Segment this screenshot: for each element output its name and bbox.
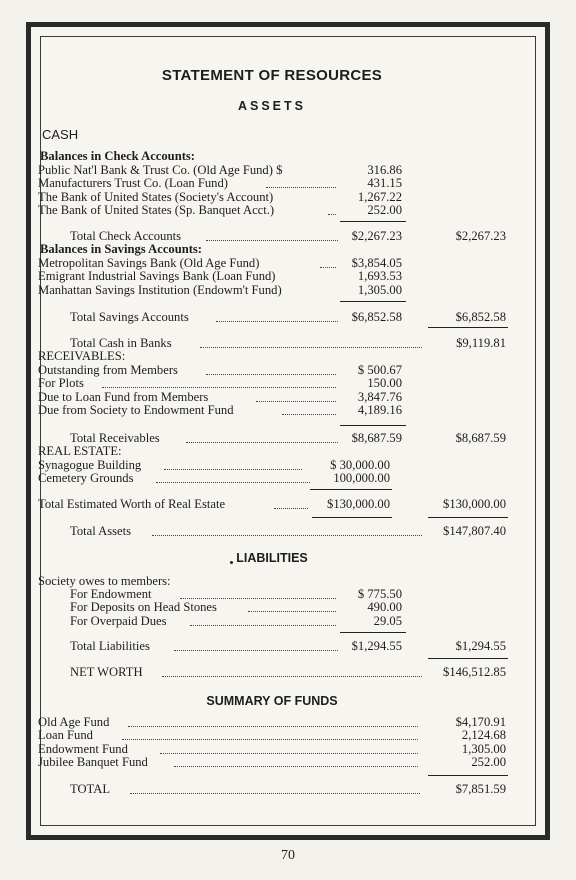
summary-item-label: Jubilee Banquet Fund bbox=[38, 755, 148, 769]
liability-item-amount: 29.05 bbox=[373, 614, 402, 628]
total-real-estate-amount: $130,000.00 bbox=[327, 497, 390, 511]
subtotal-rule bbox=[340, 425, 406, 426]
dotted-leader bbox=[128, 726, 418, 727]
total-receivables-carry: $8,687.59 bbox=[455, 431, 506, 445]
liability-item-label: For Endowment bbox=[70, 587, 152, 601]
dotted-leader bbox=[102, 387, 336, 388]
receivable-item-amount: 3,847.76 bbox=[357, 390, 402, 404]
real-estate-heading: REAL ESTATE: bbox=[38, 444, 122, 458]
society-owes-heading: Society owes to members: bbox=[38, 574, 171, 588]
total-savings-amount: $6,852.58 bbox=[351, 310, 402, 324]
total-liabilities-label: Total Liabilities bbox=[70, 639, 150, 653]
dotted-leader bbox=[190, 625, 336, 626]
subtotal-rule bbox=[428, 327, 508, 328]
summary-item-label: Loan Fund bbox=[38, 728, 93, 742]
summary-item-amount: 252.00 bbox=[471, 755, 506, 769]
receivable-item-label: Outstanding from Members bbox=[38, 363, 178, 377]
receivable-item-amount: 4,189.16 bbox=[357, 403, 402, 417]
check-item-label: The Bank of United States (Sp. Banquet Acct.) bbox=[38, 203, 275, 217]
dotted-leader bbox=[206, 240, 338, 241]
total-liabilities-carry: $1,294.55 bbox=[455, 639, 506, 653]
liability-item-label: For Deposits on Head Stones bbox=[70, 600, 217, 614]
receivable-item-amount: 150.00 bbox=[367, 376, 402, 390]
check-item-amount: 431.15 bbox=[367, 176, 402, 190]
real-estate-item-label: Synagogue Building bbox=[38, 458, 142, 472]
check-item-amount: 1,267.22 bbox=[357, 190, 402, 204]
receivable-item-amount: $ 500.67 bbox=[357, 363, 402, 377]
real-estate-item-amount: $ 30,000.00 bbox=[330, 458, 390, 472]
page-number: 70 bbox=[281, 848, 295, 863]
real-estate-item-label: Cemetery Grounds bbox=[38, 471, 134, 485]
savings-item-amount: 1,693.53 bbox=[357, 269, 402, 283]
dotted-leader bbox=[266, 187, 336, 188]
dotted-leader bbox=[186, 442, 338, 443]
check-item-amount: 316.86 bbox=[367, 163, 402, 177]
dotted-leader bbox=[174, 650, 338, 651]
savings-item-label: Metropolitan Savings Bank (Old Age Fund) bbox=[38, 256, 260, 270]
total-savings-carry: $6,852.58 bbox=[455, 310, 506, 324]
liability-item-label: For Overpaid Dues bbox=[70, 614, 167, 628]
summary-item-amount: 1,305.00 bbox=[461, 742, 506, 756]
total-receivables-amount: $8,687.59 bbox=[351, 431, 402, 445]
liability-item-amount: 490.00 bbox=[367, 600, 402, 614]
check-item-amount: 252.00 bbox=[367, 203, 402, 217]
dotted-leader bbox=[156, 482, 310, 483]
receivable-item-label: Due from Society to Endowment Fund bbox=[38, 403, 234, 417]
page-title: STATEMENT OF RESOURCES bbox=[161, 67, 383, 84]
cash-heading: CASH bbox=[42, 127, 79, 142]
liability-item-amount: $ 775.50 bbox=[357, 587, 402, 601]
dotted-leader bbox=[174, 766, 418, 767]
subtotal-rule bbox=[340, 301, 406, 302]
subtotal-rule bbox=[310, 489, 392, 490]
total-real-estate-label: Total Estimated Worth of Real Estate bbox=[38, 497, 226, 511]
total-label: TOTAL bbox=[70, 782, 111, 796]
savings-accounts-heading: Balances in Savings Accounts: bbox=[40, 242, 202, 256]
summary-heading: SUMMARY OF FUNDS bbox=[206, 694, 338, 708]
total-savings-label: Total Savings Accounts bbox=[70, 310, 189, 324]
subtotal-rule bbox=[340, 221, 406, 222]
liabilities-heading: LIABILITIES bbox=[236, 551, 308, 565]
check-item-label: Public Nat'l Bank & Trust Co. (Old Age Fund) $ bbox=[38, 163, 283, 177]
check-accounts-heading: Balances in Check Accounts: bbox=[40, 149, 195, 163]
total-assets-amount: $147,807.40 bbox=[443, 524, 506, 538]
assets-heading: ASSETS bbox=[237, 99, 306, 113]
dotted-leader bbox=[200, 347, 422, 348]
dotted-leader bbox=[248, 611, 336, 612]
dotted-leader bbox=[122, 739, 418, 740]
total-real-estate-carry: $130,000.00 bbox=[443, 497, 506, 511]
total-check-amount: $2,267.23 bbox=[351, 229, 402, 243]
summary-item-label: Old Age Fund bbox=[38, 715, 110, 729]
savings-item-amount: $3,854.05 bbox=[351, 256, 402, 270]
check-item-label: The Bank of United States (Society's Account) bbox=[38, 190, 274, 204]
dotted-leader bbox=[328, 214, 336, 215]
savings-item-label: Manhattan Savings Institution (Endowm't Fund) bbox=[38, 283, 282, 297]
check-item-label: Manufacturers Trust Co. (Loan Fund) bbox=[38, 176, 228, 190]
receivable-item-label: For Plots bbox=[38, 376, 84, 390]
total-check-label: Total Check Accounts bbox=[70, 229, 182, 243]
dotted-leader bbox=[216, 321, 338, 322]
total-check-carry: $2,267.23 bbox=[455, 229, 506, 243]
dotted-leader bbox=[206, 374, 336, 375]
receivables-heading: RECEIVABLES: bbox=[38, 349, 126, 363]
savings-item-amount: 1,305.00 bbox=[357, 283, 402, 297]
net-worth-label: NET WORTH bbox=[70, 665, 143, 679]
dotted-leader bbox=[162, 676, 422, 677]
total-assets-label: Total Assets bbox=[70, 524, 132, 538]
subtotal-rule bbox=[428, 517, 508, 518]
dotted-leader bbox=[256, 401, 336, 402]
net-worth-amount: $146,512.85 bbox=[443, 665, 506, 679]
dotted-leader bbox=[282, 414, 336, 415]
receivable-item-label: Due to Loan Fund from Members bbox=[38, 390, 209, 404]
dotted-leader bbox=[180, 598, 336, 599]
total-amount: $7,851.59 bbox=[455, 782, 506, 796]
subtotal-rule bbox=[428, 658, 508, 659]
subtotal-rule bbox=[428, 775, 508, 776]
summary-item-label: Endowment Fund bbox=[38, 742, 128, 756]
subtotal-rule bbox=[312, 517, 392, 518]
dotted-leader bbox=[164, 469, 302, 470]
dotted-leader bbox=[152, 535, 422, 536]
dotted-leader bbox=[160, 753, 418, 754]
total-cash-amount: $9,119.81 bbox=[456, 336, 506, 350]
savings-item-label: Emigrant Industrial Savings Bank (Loan Fund) bbox=[38, 269, 276, 283]
total-cash-label: Total Cash in Banks bbox=[70, 336, 172, 350]
summary-item-amount: 2,124.68 bbox=[461, 728, 506, 742]
dotted-leader bbox=[130, 793, 420, 794]
subtotal-rule bbox=[340, 632, 406, 633]
total-liabilities-amount: $1,294.55 bbox=[351, 639, 402, 653]
real-estate-item-amount: 100,000.00 bbox=[333, 471, 390, 485]
summary-item-amount: $4,170.91 bbox=[455, 715, 506, 729]
total-receivables-label: Total Receivables bbox=[70, 431, 160, 445]
